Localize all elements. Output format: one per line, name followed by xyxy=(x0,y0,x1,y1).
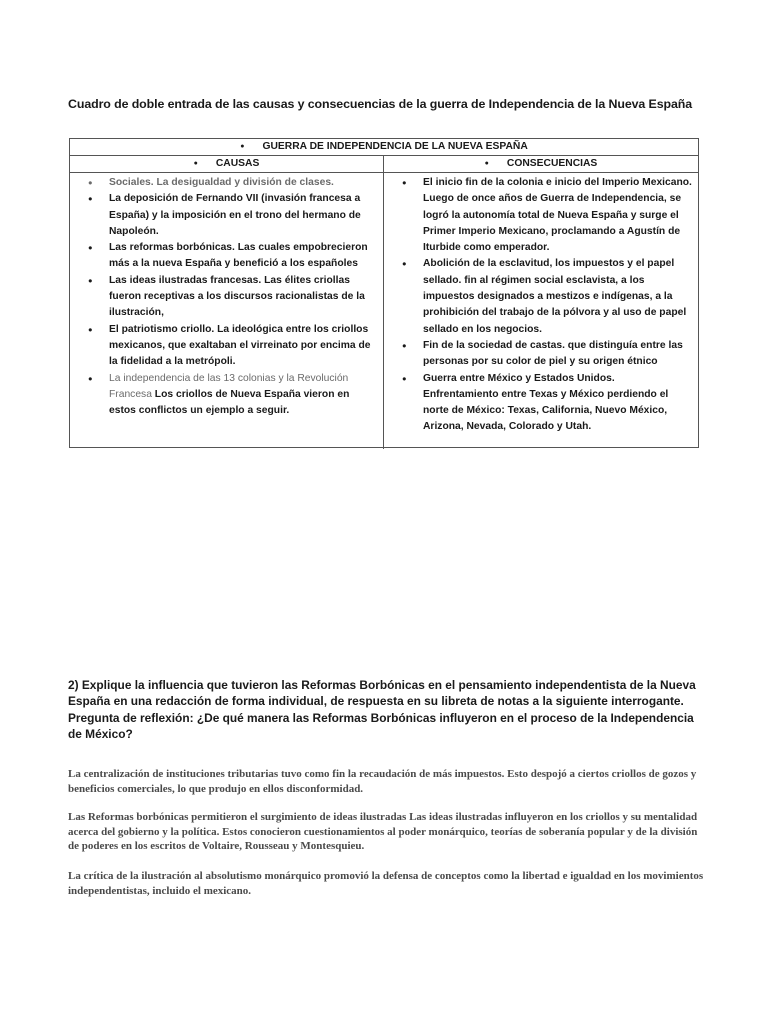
list-item: ● Fin de la sociedad de castas. que distinguía entre las personas por su color de piel y su origen étnico xyxy=(398,338,692,371)
table-body-row xyxy=(70,173,698,449)
consecuencias-list xyxy=(398,175,692,436)
causes-consequences-table xyxy=(69,138,699,448)
bullet-icon: ● xyxy=(240,143,245,150)
list-item: ● Las reformas borbónicas. Las cuales empobrecieron más a la nueva España y benefició a los españoles xyxy=(84,240,377,273)
list-item: ● El inicio fin de la colonia e inicio del Imperio Mexicano. Luego de once años de Guerra de Independencia, se logró la autonomía total de Nueva España y surge el Primer Imperio Mexicano, proclamando a Agustín de Iturbide como emperador. xyxy=(398,175,692,256)
list-item: ● La deposición de Fernando VII (invasión francesa a España) y la imposición en el trono del hermano de Napoleón. xyxy=(84,191,377,240)
document-title: Cuadro de doble entrada de las causas y consecuencias de la guerra de Independencia de la Nueva España xyxy=(68,97,693,111)
list-item: ● La independencia de las 13 colonias y la Revolución Francesa Los criollos de Nueva España vieron en estos conflictos un ejemplo a seguir. xyxy=(84,371,377,420)
list-item: ● El patriotismo criollo. La ideológica entre los criollos mexicanos, que exaltaban el virreinato por encima de la fidelidad a la metrópoli. xyxy=(84,322,377,371)
answer-paragraph: La centralización de instituciones tributarias tuvo como fin la recaudación de más impuestos. Esto despojó a ciertos criollos de gozos y beneficios comerciales, lo que produjo en ellos disconformidad. xyxy=(68,768,697,795)
table-header-row xyxy=(70,139,698,156)
consecuencias-cell xyxy=(383,173,698,449)
bullet-icon: ● xyxy=(193,160,198,167)
column-header-causas: ● CAUSAS xyxy=(193,158,260,169)
list-item: ● Sociales. La desigualdad y división de clases. xyxy=(84,175,377,191)
list-item: ● Guerra entre México y Estados Unidos. Enfrentamiento entre Texas y México perdiendo el norte de México: Texas, California, Nuevo México, Arizona, Nevada, Colorado y Utah. xyxy=(398,371,692,436)
causas-list xyxy=(84,175,377,419)
answer-paragraph: La crítica de la ilustración al absolutismo monárquico promovió la defensa de conceptos como la libertad e igualdad en los movimientos independentistas, incluido el mexicano. xyxy=(68,870,704,897)
table-header: GUERRA DE INDEPENDENCIA DE LA NUEVA ESPAÑA xyxy=(262,141,528,152)
bullet-icon: ● xyxy=(484,160,489,167)
table-column-headers xyxy=(70,156,698,173)
causas-cell xyxy=(70,173,383,449)
list-item: ● Las ideas ilustradas francesas. Las élites criollas fueron receptivas a los discursos racionalistas de la ilustración, xyxy=(84,273,377,322)
answer-paragraph: Las Reformas borbónicas permitieron el surgimiento de ideas ilustradas Las ideas ilustradas influyeron en los criollos y su mentalidad acerca del gobierno y la política. Estos conocieron cuestionamientos al poder monárquico, teorías de soberanía popular y de la división de poderes en los escritos de Voltaire, Rousseau y Montesquieu. xyxy=(68,811,698,853)
list-item: ● Abolición de la esclavitud, los impuestos y el papel sellado. fin al régimen social esclavista, a los impuestos designados a mestizos e indígenas, a la prohibición del trabajo de la pólvora y al uso de papel sellado en los negocios. xyxy=(398,256,692,337)
reflection-question: 2) Explique la influencia que tuvieron las Reformas Borbónicas en el pensamiento independentista de la Nueva España en una redacción de forma individual, de respuesta en su libreta de notas a la siguiente interrogante. Pregunta de reflexión: ¿De qué manera las Reformas Borbónicas influyeron en el proceso de la Independencia de México? xyxy=(68,678,696,741)
column-header-consecuencias: ● CONSECUENCIAS xyxy=(383,156,698,172)
